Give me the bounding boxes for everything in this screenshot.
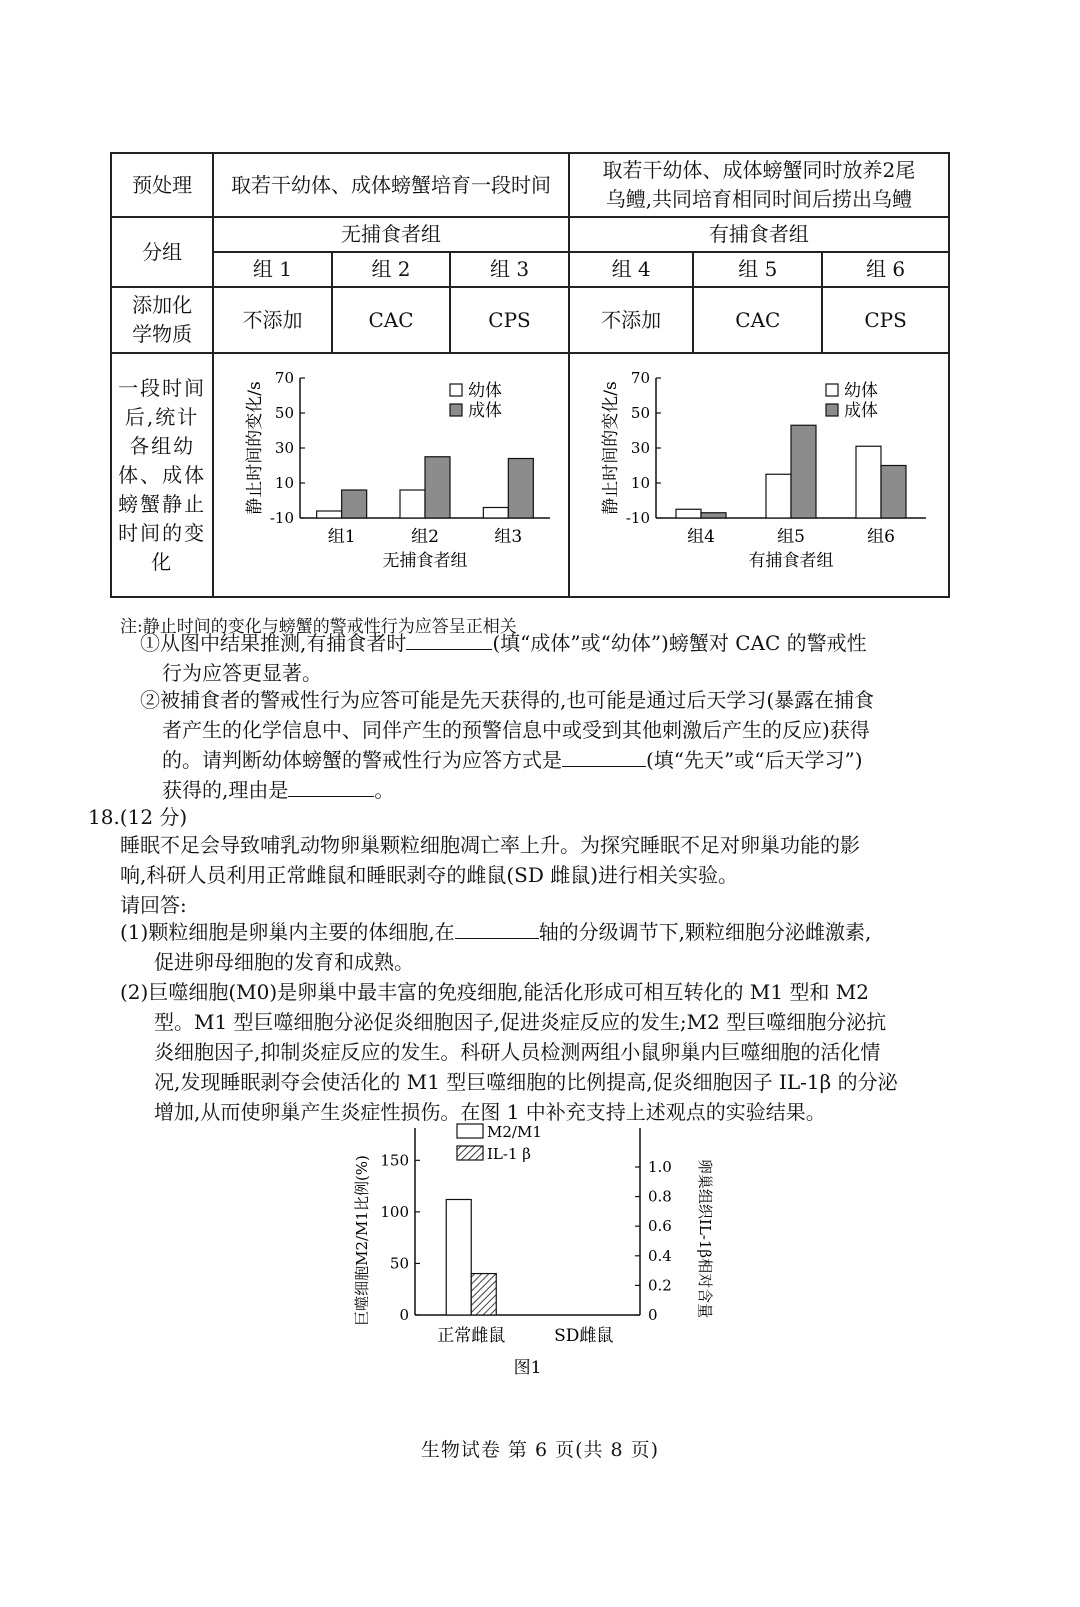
- y-tick-label: -10: [270, 509, 295, 527]
- group-cell: 组 5: [693, 252, 822, 287]
- figure-caption: 图1: [513, 1358, 542, 1378]
- legend-label: 成体: [843, 401, 878, 421]
- x-category-label: 组1: [327, 527, 356, 547]
- group-cell: 组 2: [332, 252, 451, 287]
- row-label-chemical: 添加化 学物质: [111, 287, 213, 353]
- chemical-cell: 不添加: [213, 287, 332, 353]
- legend-swatch-幼体: [450, 384, 462, 396]
- question-18-part-1: (1)颗粒细胞是卵巢内主要的体细胞,在 轴的分级调节下,颗粒细胞分泌雌激素, 促进卵母细胞的发育和成熟。: [120, 920, 872, 974]
- group-cell: 组 3: [450, 252, 569, 287]
- bar-成体: [881, 466, 906, 519]
- y-tick-label-right: 0: [648, 1306, 658, 1324]
- answer-blank[interactable]: [406, 629, 492, 650]
- bar-幼体: [484, 508, 509, 519]
- legend-swatch-IL-1 β: [457, 1146, 483, 1160]
- chemical-cell: CPS: [822, 287, 949, 353]
- bar-成体: [701, 513, 726, 518]
- question-18-number: 18.(12 分): [88, 805, 188, 829]
- bar-成体: [509, 459, 534, 519]
- y-tick-label: 30: [275, 439, 295, 457]
- x-category-label: 组3: [494, 527, 523, 547]
- page-footer: 生物试卷 第 6 页(共 8 页): [420, 1439, 660, 1461]
- group-cell: 组 4: [569, 252, 694, 287]
- x-category-label: 组5: [776, 527, 805, 547]
- x-axis-label: 有捕食者组: [748, 551, 834, 571]
- y-tick-label: 70: [630, 369, 650, 387]
- y-tick-label-right: 0.2: [648, 1276, 672, 1295]
- question-2: ②被捕食者的警戒性行为应答可能是先天获得的,也可能是通过后天学习(暴露在捕食 者产生的化学信息中、同伴产生的预警信息中或受到其他刺激后产生的反应)获得 的。请判断幼体螃蟹的警戒性行为应答方式是 (填“先天”或“后天学习”) 获得的,理由是 。: [140, 688, 875, 802]
- x-category-label: 组6: [866, 527, 895, 547]
- chart-cell-predator: [569, 353, 949, 597]
- bar-IL-1 β: [471, 1274, 496, 1315]
- question-1: ①从图中结果推测,有捕食者时 (填“成体”或“幼体”)螃蟹对 CAC 的警戒性 行为应答更显著。: [140, 631, 867, 685]
- answer-blank[interactable]: [562, 746, 646, 767]
- x-category-label: 正常雌鼠: [437, 1326, 506, 1346]
- row-label-grouping: 分组: [111, 217, 213, 287]
- x-category-label: 组2: [411, 527, 440, 547]
- answer-blank[interactable]: [455, 918, 539, 939]
- figure-1-chart: [345, 1120, 725, 1385]
- x-category-label: SD雌鼠: [554, 1326, 614, 1346]
- chart-predator: [574, 356, 944, 594]
- header-no-predator: 无捕食者组: [213, 217, 569, 252]
- x-category-label: 组4: [686, 527, 715, 547]
- y-tick-label: 10: [630, 474, 650, 492]
- y-tick-label: 150: [380, 1151, 409, 1170]
- chemical-cell: 不添加: [569, 287, 694, 353]
- y-tick-label-right: 0.8: [648, 1187, 672, 1206]
- y-tick-label: 50: [389, 1254, 409, 1273]
- legend-label: 幼体: [468, 381, 503, 401]
- y-axis-label-left: 巨噬细胞M2/M1比例(%): [353, 1155, 371, 1326]
- y-tick-label: 50: [630, 404, 650, 422]
- bar-成体: [342, 490, 367, 518]
- legend-label: M2/M1: [487, 1123, 542, 1141]
- y-tick-label-right: 0.6: [648, 1217, 672, 1236]
- chemical-cell: CAC: [693, 287, 822, 353]
- y-tick-label: 100: [380, 1202, 409, 1221]
- bar-幼体: [856, 446, 881, 518]
- experiment-table: [110, 152, 950, 598]
- x-axis-label: 无捕食者组: [382, 551, 468, 571]
- y-axis-label-right: 卵巢组织IL-1β相对含量: [696, 1158, 714, 1319]
- chemical-cell: CPS: [450, 287, 569, 353]
- question-18-intro: 睡眠不足会导致哺乳动物卵巢颗粒细胞凋亡率上升。为探究睡眠不足对卵巢功能的影 响,科研人员利用正常雌鼠和睡眠剥夺的雌鼠(SD 雌鼠)进行相关实验。 请回答:: [120, 833, 860, 917]
- chart-no-predator: [218, 356, 566, 594]
- y-tick-label: 70: [275, 369, 295, 387]
- y-tick-label-right: 0.4: [648, 1246, 672, 1265]
- group-cell: 组 6: [822, 252, 949, 287]
- y-tick-label: 10: [275, 474, 295, 492]
- chart-cell-no-predator: [213, 353, 569, 597]
- legend-swatch-成体: [826, 404, 838, 416]
- legend-swatch-幼体: [826, 384, 838, 396]
- group-cell: 组 1: [213, 252, 332, 287]
- question-18-part-2: (2)巨噬细胞(M0)是卵巢中最丰富的免疫细胞,能活化形成可相互转化的 M1 型和 M2 型。M1 型巨噬细胞分泌促炎细胞因子,促进炎症反应的发生;M2 型巨噬细胞分泌抗 炎细胞因子,抑制炎症反应的发生。科研人员检测两组小鼠卵巢内巨噬细胞的活化情 况,发现睡眠剥夺会使活化的 M1 型巨噬细胞的比例提高,促炎细胞因子 IL-1β 的分泌 增加,从而使卵巢产生炎症性损伤。在图 1 中补充支持上述观点的实验结果。: [120, 980, 898, 1124]
- legend-swatch-M2/M1: [457, 1124, 483, 1138]
- bar-幼体: [676, 509, 701, 518]
- bar-成体: [425, 457, 450, 518]
- y-tick-label: 50: [275, 404, 295, 422]
- header-predator: 有捕食者组: [569, 217, 949, 252]
- y-tick-label-right: 1.0: [648, 1158, 672, 1176]
- bar-成体: [791, 425, 816, 518]
- y-axis-label: 静止时间的变化/s: [245, 381, 266, 515]
- answer-blank[interactable]: [288, 776, 374, 797]
- pretreatment-predator: 取若干幼体、成体螃蟹同时放养2尾 乌鳢,共同培育相同时间后捞出乌鳢: [569, 153, 949, 217]
- legend-label: 成体: [468, 401, 503, 421]
- y-tick-label: 0: [399, 1306, 409, 1324]
- pretreatment-no-predator: 取若干幼体、成体螃蟹培育一段时间: [213, 153, 569, 217]
- legend-swatch-成体: [450, 404, 462, 416]
- y-axis-label: 静止时间的变化/s: [600, 381, 621, 515]
- bar-幼体: [317, 511, 342, 518]
- row-label-pretreatment: 预处理: [111, 153, 213, 217]
- y-tick-label: 30: [630, 439, 650, 457]
- row-label-observation: 一段时间后,统计各组幼体、成体螃蟹静止时间的变化: [111, 353, 213, 597]
- bar-M2/M1: [446, 1200, 471, 1316]
- bar-幼体: [766, 474, 791, 518]
- legend-label: 幼体: [843, 381, 878, 401]
- y-tick-label: -10: [625, 509, 650, 527]
- table-note: 注:静止时间的变化与螃蟹的警戒性行为应答呈正相关: [120, 617, 517, 637]
- chemical-cell: CAC: [332, 287, 451, 353]
- legend-label: IL-1 β: [487, 1145, 531, 1163]
- bar-幼体: [400, 490, 425, 518]
